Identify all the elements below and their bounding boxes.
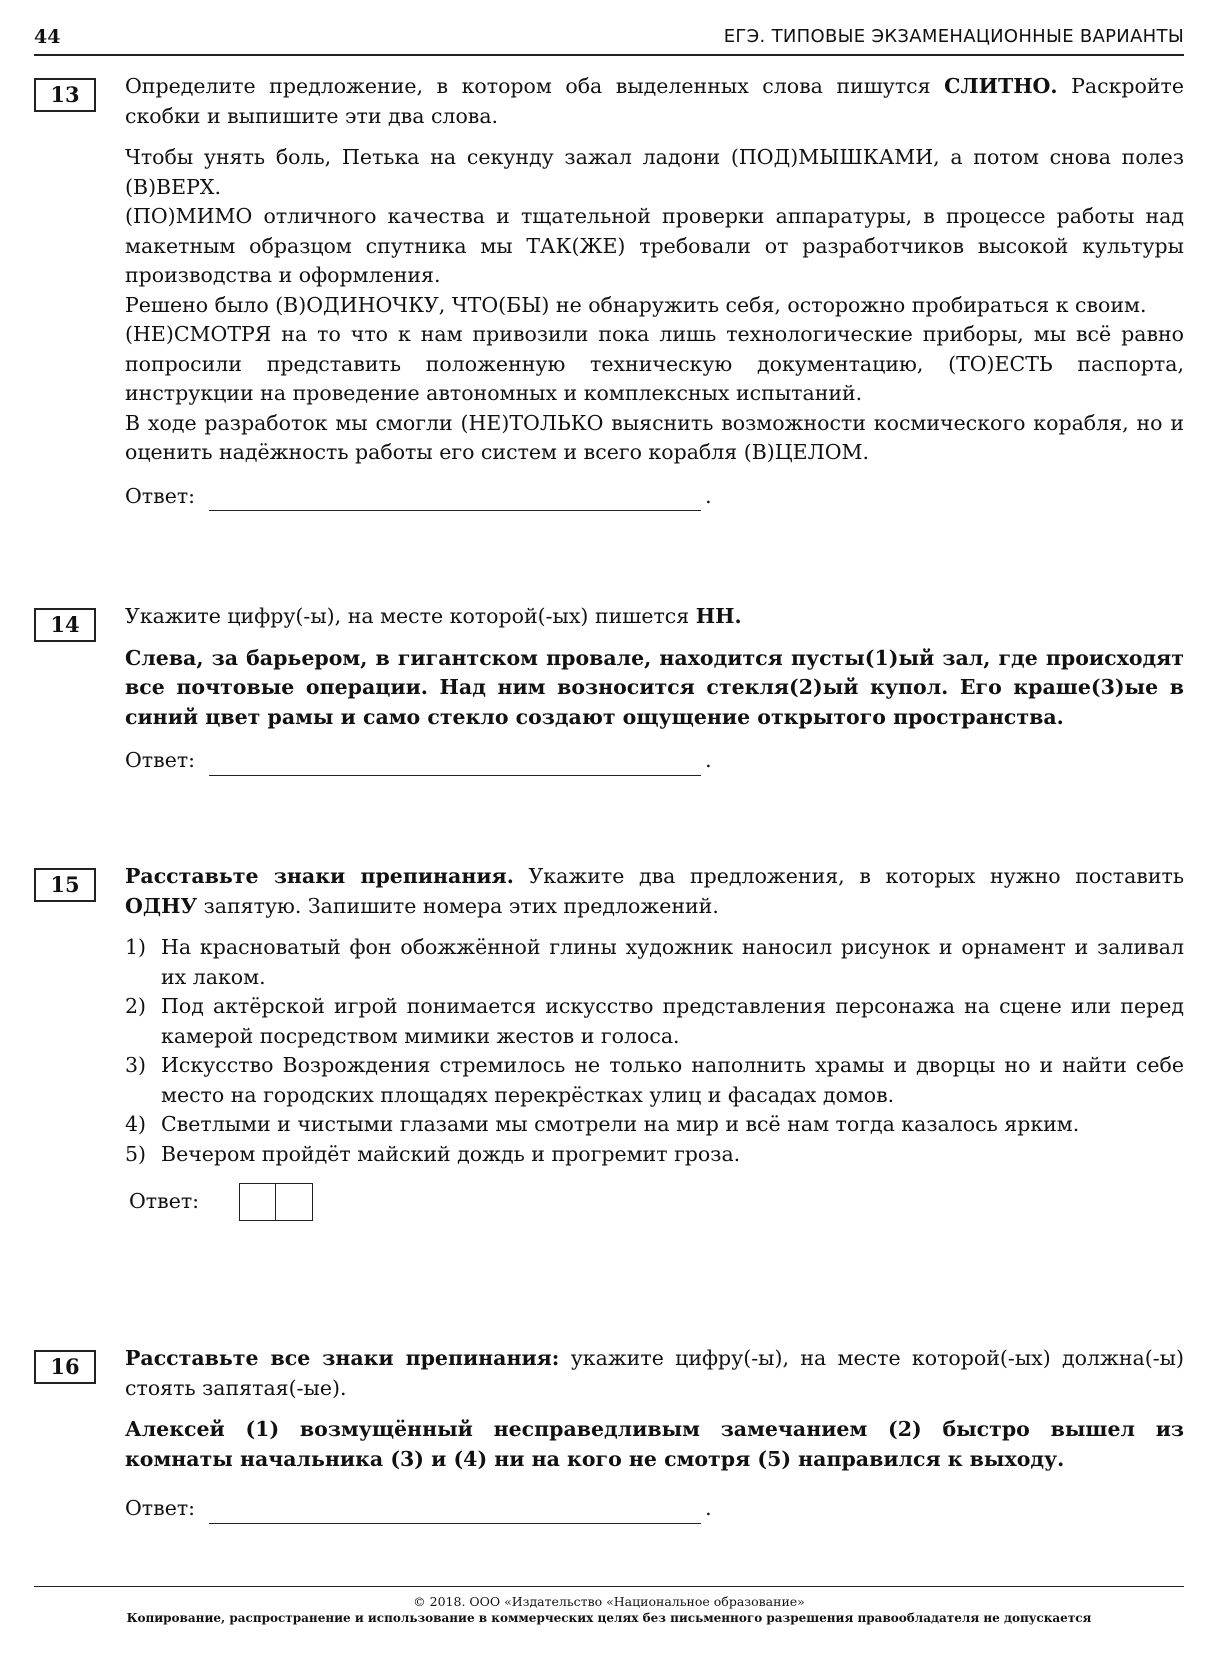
list-item: [125, 1051, 1184, 1110]
item-number: 2): [125, 994, 147, 1018]
instruction-emphasis: Расставьте все знаки препинания:: [125, 1346, 560, 1370]
answer-label: Ответ:: [125, 1496, 196, 1520]
task-body: [125, 862, 1184, 1221]
task-number: 15: [34, 868, 96, 902]
answer-row: Ответ: .: [125, 746, 1184, 776]
answer-cell[interactable]: [239, 1183, 276, 1221]
item-number: 1): [125, 935, 147, 959]
instruction-text: Укажите цифру(-ы), на месте которой(-ых) пишется: [125, 604, 696, 628]
task-number: 13: [34, 78, 96, 112]
sentence-list: [125, 933, 1184, 1169]
instruction-text: Раскройте скобки и выпишите эти два слова.: [125, 74, 1184, 128]
copyright: © 2018. ООО «Издательство «Национальное образование»: [413, 1594, 805, 1609]
answer-row: [125, 1183, 1184, 1221]
item-text: Вечером пройдёт майский дождь и прогремит гроза.: [161, 1141, 741, 1166]
task-instruction: [125, 1344, 1184, 1403]
item-text: Светлыми и чистыми глазами мы смотрели на мир и всё нам тогда казалось ярким.: [161, 1112, 1080, 1136]
task-body: [125, 72, 1184, 511]
answer-label: Ответ:: [125, 748, 196, 772]
list-item: [125, 992, 1184, 1051]
list-item: [125, 1110, 1184, 1140]
page-number: 44: [34, 26, 61, 48]
task-instruction: [125, 72, 1184, 131]
page-footer: [34, 1586, 1184, 1627]
sentence: Чтобы унять боль, Петька на секунду зажал ладони (ПОД)МЫШКАМИ, а потом снова полез (В)ВЕРХ.: [125, 145, 1184, 199]
running-title: ЕГЭ. ТИПОВЫЕ ЭКЗАМЕНАЦИОННЫЕ ВАРИАНТЫ: [723, 26, 1184, 47]
sentence: В ходе разработок мы смогли (НЕ)ТОЛЬКО выяснить возможности космического корабля, но и оценить надёжность работы его систем и всего корабля (В)ЦЕЛОМ.: [125, 410, 1184, 464]
task-instruction: [125, 602, 1184, 632]
answer-label: Ответ:: [129, 1189, 200, 1214]
sentence: (ПО)МИМО отличного качества и тщательной проверки аппаратуры, в процессе работы над макетным образцом спутника мы ТАК(ЖЕ) требовали от разработчиков высокой культуры производства и оформления.: [125, 204, 1184, 287]
task-instruction: [125, 862, 1184, 921]
task-text: Алексей (1) возмущённый несправедливым замечанием (2) быстро вышел из комнаты начальника (3) и (4) ни на кого не смотря (5) направился к выходу.: [125, 1417, 1184, 1471]
copyright-notice: Копирование, распространение и использование в коммерческих целях без письменного разрешения правообладателя не допускается: [126, 1611, 1092, 1625]
answer-label: Ответ:: [125, 483, 196, 508]
answer-cells: [239, 1183, 313, 1221]
sentence: (НЕ)СМОТРЯ на то что к нам привозили пока лишь технологические приборы, мы всё равно попросили представить положенную техническую документацию, (ТО)ЕСТЬ паспорта, инструкции на проведение автономных и комплексных испытаний.: [125, 322, 1184, 405]
instruction-emphasis: Расставьте знаки препинания.: [125, 864, 514, 888]
item-text: На красноватый фон обожжённой глины художник наносил рисунок и орнамент и заливал их лаком.: [161, 935, 1184, 989]
instruction-emphasis: НН.: [695, 604, 742, 628]
task-body: [125, 1344, 1184, 1524]
list-item: [125, 1140, 1184, 1170]
instruction-text: запятую. Запишите номера этих предложений.: [197, 893, 719, 918]
page-header: [34, 20, 1184, 56]
item-number: 5): [125, 1141, 147, 1166]
answer-field[interactable]: [209, 1501, 701, 1524]
answer-field[interactable]: [209, 753, 701, 776]
task-body: [125, 602, 1184, 776]
answer-cell[interactable]: [276, 1183, 313, 1221]
list-item: [125, 933, 1184, 992]
item-text: Под актёрской игрой понимается искусство представления персонажа на сцене или перед камерой посредством мимики жестов и голоса.: [161, 994, 1184, 1048]
answer-field[interactable]: [209, 488, 701, 511]
task-number: 14: [34, 608, 96, 642]
sentence: Решено было (В)ОДИНОЧКУ, ЧТО(БЫ) не обнаружить себя, осторожно пробираться к своим.: [125, 292, 1147, 317]
instruction-emphasis: СЛИТНО.: [944, 74, 1058, 98]
task-number: 16: [34, 1350, 96, 1384]
answer-row: Ответ: .: [125, 482, 1184, 512]
instruction-emphasis: ОДНУ: [125, 893, 198, 918]
task-text: Слева, за барьером, в гигантском провале, находится пусты(1)ый зал, где происходят все почтовые операции. Над ним возносится стекля(2)ый купол. Его краше(3)ые в синий цвет рамы и само стекло создают ощущение открытого пространства.: [125, 645, 1184, 729]
answer-row: Ответ: .: [125, 1494, 1184, 1524]
instruction-text: Укажите два предложения, в которых нужно поставить: [513, 864, 1184, 888]
item-number: 3): [125, 1053, 147, 1077]
instruction-text: Определите предложение, в котором оба выделенных слова пишутся: [125, 74, 945, 98]
item-number: 4): [125, 1112, 147, 1136]
instruction-text: укажите цифру(-ы), на месте которой(-ых) должна(-ы) стоять запятая(-ые).: [125, 1346, 1184, 1400]
item-text: Искусство Возрождения стремилось не только наполнить храмы и дворцы но и найти себе место на городских площадях перекрёстках улиц и фасадах домов.: [161, 1053, 1184, 1107]
